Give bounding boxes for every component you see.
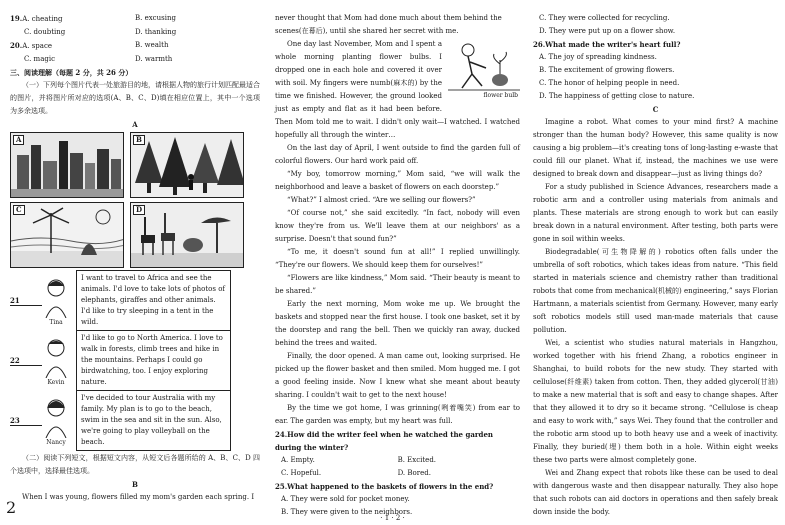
flower-bulb-caption: flower bulb: [483, 92, 518, 99]
q19-number: 19.: [10, 14, 23, 23]
avatar: [42, 276, 70, 326]
q26-option-a[interactable]: A. The joy of spreading kindness.: [539, 53, 657, 61]
question-24-stem: 24.How did the writer feel when he watched the garden during the winter?: [275, 430, 493, 452]
q24-option-b[interactable]: B. Excited.: [397, 456, 437, 464]
passage-c-paragraph: For a study published in Science Advances, researchers made a robotic arm and a controller using materials from animals and plants. These materials are strong enough to work but can easily break down in a natural environment. After testing, both parts were gone in soil within weeks.: [533, 183, 778, 243]
passage-c-paragraph: Wei and Zhang expect that robots like these can be used to deal with dangerous waste and then disappear naturally. They also hope that such robots can aid doctors in operations and then safely break down inside the body.: [533, 469, 778, 516]
forest-illustration: [131, 133, 244, 197]
traveler-name: Tina: [49, 318, 63, 326]
part-a-heading: A: [132, 120, 138, 129]
picture-a-city: [10, 132, 124, 198]
q26-option-b[interactable]: B. The excitement of growing flowers.: [539, 66, 675, 74]
q24-option-c[interactable]: C. Hopeful.: [281, 469, 322, 477]
column-left: [10, 12, 260, 504]
q19-option-d: D. thanking: [135, 28, 177, 36]
girl-avatar-icon: [42, 396, 70, 438]
picture-c-label: C: [13, 205, 25, 215]
passage-b-paragraph: “What?” I almost cried. “Are we selling our flowers?”: [287, 196, 476, 204]
question-24-options-1: [275, 454, 520, 467]
question-26-stem: 26.What made the writer's heart full?: [533, 40, 681, 49]
q25-option-c[interactable]: C. They were collected for recycling.: [539, 14, 670, 22]
gardener-planting-icon: [448, 40, 520, 94]
page-footer: · 1 · 2 ·: [380, 514, 405, 522]
q20-option-c: C. magic: [24, 55, 56, 63]
passage-b-paragraph: “Flowers are like kindness,” Mom said. “Their beauty is meant to be shared.”: [275, 274, 520, 295]
column-right: [533, 12, 778, 519]
q19-option-b: B. excusing: [135, 14, 176, 22]
traveler-name: Nancy: [46, 438, 66, 446]
q20-number: 20.: [10, 41, 23, 50]
city-skyline-illustration: [11, 133, 124, 197]
answer-blank-23[interactable]: 23: [10, 416, 42, 426]
boy-avatar-icon: [42, 336, 70, 378]
passage-b-start: When I was young, flowers filled my mom's garden each spring. I: [22, 493, 255, 501]
answer-blank-21[interactable]: 21: [10, 296, 42, 306]
q19-option-a: A. cheating: [22, 15, 63, 23]
avatar: [42, 336, 70, 386]
picture-d-savanna: [130, 202, 244, 268]
passage-b-paragraph: One day last November, Mom and I spent a whole morning planting flower bulbs. I dropped one in each hole and covered it over with soil. My fingers were numb(麻木的) by the time we finished. However, the ground looked just as empty and flat as it had been before. Then Mom told me to wait. I didn't only wait—I watched. I watched hopefully all through the winter…: [275, 40, 520, 139]
speech-bubble: I want to travel to Africa and see the animals. I'd love to take lots of photos of elephants, giraffes and other animals. I'd like to try sleeping in a tent in the wild.: [76, 270, 231, 331]
picture-c-beach: [10, 202, 124, 268]
girl-avatar-icon: [42, 276, 70, 318]
page-number: 2: [6, 498, 17, 517]
section-title: 三、阅读理解（每题 2 分，共 26 分）: [10, 68, 133, 77]
traveler-name: Kevin: [47, 378, 65, 386]
passage-b-paragraph: “To me, it doesn't sound fun at all!” I replied unwillingly. “They're our flowers. We should keep them for ourselves!”: [275, 248, 520, 269]
picture-b-forest: [130, 132, 244, 198]
savanna-illustration: [131, 203, 244, 267]
traveler-tina: [10, 273, 260, 328]
destination-pictures: [10, 132, 260, 268]
part-b-heading: B: [132, 480, 138, 489]
picture-a-label: A: [13, 135, 24, 145]
passage-b-paragraph: Early the next morning, Mom woke me up. We brought the baskets and stopped near the first house. I took one basket, set it by the doorstep and rang the bell. Then we quickly ran away, ducked behind the trees and waited.: [275, 300, 520, 347]
column-middle: [275, 12, 520, 519]
instructions-part-one: （一）下列每个图片代表一处旅游目的地，请根据人物的旅行计划匹配最适合的图片，并将图片所对应的选项(A、B、C、D)填在相应位置上，其中一个选项为多余选项。: [10, 81, 260, 115]
q20-option-d: D. warmth: [135, 55, 173, 63]
passage-b-paragraph: “Of course not,” she said excitedly. “In fact, nobody will even know they're from us. We'll leave them at our neighbors' as a surprise. Doesn't that sound fun?”: [275, 209, 520, 243]
flower-bulb-illustration: [448, 40, 520, 102]
passage-b-paragraph: Finally, the door opened. A man came out, looking surprised. He picked up the flower basket and then smiled. Mom hugged me. I got a good feeling inside. Now I knew what she meant about beauty sharing. I couldn't wait to get to the next house!: [275, 352, 520, 399]
passage-b-paragraph: By the time we got home, I was grinning(咧着嘴笑) from ear to ear. The garden was empty, but my heart was full.: [275, 404, 520, 425]
q24-option-d[interactable]: D. Bored.: [397, 469, 431, 477]
answer-blank-22[interactable]: 22: [10, 356, 42, 366]
q26-option-c[interactable]: C. The honor of helping people in need.: [539, 79, 680, 87]
q20-row2: [10, 53, 260, 66]
q19-row1: [10, 12, 260, 26]
passage-b-paragraph: never thought that Mom had done much about them behind the scenes(在幕后), until she shared her secret with me.: [275, 14, 502, 35]
q25-option-b[interactable]: B. They were given to the neighbors.: [281, 508, 413, 516]
speech-bubble: I'd like to go to North America. I love to walk in forests, climb trees and hike in the mountains. Perhaps I could go birdwatching, too. I enjoy exploring nature.: [76, 330, 231, 391]
traveler-nancy: [10, 393, 260, 448]
q26-option-d[interactable]: D. The happiness of getting close to nature.: [539, 92, 695, 100]
question-25-stem: 25.What happened to the baskets of flowers in the end?: [275, 482, 494, 491]
passage-c-paragraph: Biodegradable(可生物降解的) robotics often falls under the umbrella of soft robotics, which takes ideas from nature. “This field started in materials science and chemistry rather than traditional robots that come from mechanical(机械的) engineering,” says Florian Hartmann, a materials scientist from Germany. However, many early soft robotics models still used man-made materials that cause pollution.: [533, 248, 778, 334]
q19-option-c: C. doubting: [24, 28, 66, 36]
q24-option-a[interactable]: A. Empty.: [281, 456, 315, 464]
instructions-part-two: （二）阅读下列短文，根据短文内容，从短文后各题所给的 A、B、C、D 四个选项中，选择最佳选项。: [10, 454, 260, 475]
beach-illustration: [11, 203, 124, 267]
passage-b-paragraph: On the last day of April, I went outside to find the garden full of colorful flowers. Our hard work paid off.: [275, 144, 520, 165]
picture-b-label: B: [133, 135, 145, 145]
part-c-heading: C: [652, 105, 659, 114]
passage-b-paragraph: “My boy, tomorrow morning,” Mom said, “we will walk the neighborhood and leave a basket of flowers on each doorstep.”: [275, 170, 520, 191]
question-24-options-2: [275, 467, 520, 480]
q20-row1: [10, 39, 260, 53]
q20-option-b: B. wealth: [135, 41, 169, 49]
q19-row2: [10, 26, 260, 39]
picture-d-label: D: [133, 205, 145, 215]
passage-c-paragraph: Wei, a scientist who studies natural materials in Hangzhou, worked together with his friend Zhang, a robotics engineer in Shanghai, to build robots for the new study. They started with cellulose(纤维素) taken from cotton. Then, they added glycerol(甘油) to make a new material that is soft and easy to change shapes. After that they allowed it to dry so it became strong. “Cellulose is cheap and easy to work with,” says Wei. They found that the controller and the robotic arm stood up to both heavy use and a week of inactivity. Finally, they buried(埋) them both in a hole. Within eight weeks these two parts were almost completely gone.: [533, 339, 778, 464]
q25-option-d[interactable]: D. They were put up on a flower show.: [539, 27, 676, 35]
avatar: [42, 396, 70, 446]
q20-option-a: A. space: [22, 42, 53, 50]
passage-c-paragraph: Imagine a robot. What comes to your mind first? A machine stronger than the human body? However, this same quality is now causing a big problem—it's creating tons of long-lasting e-waste that could fill our planet. What if, instead, the machines we use were designed to break down and disappear—just as living things do?: [533, 118, 778, 178]
traveler-kevin: [10, 333, 260, 388]
speech-bubble: I've decided to tour Australia with my family. My plan is to go to the beach, swim in the sea and sit in the sun. Also, we're going to play volleyball on the beach.: [76, 390, 231, 451]
q25-option-a[interactable]: A. They were sold for pocket money.: [281, 495, 410, 503]
